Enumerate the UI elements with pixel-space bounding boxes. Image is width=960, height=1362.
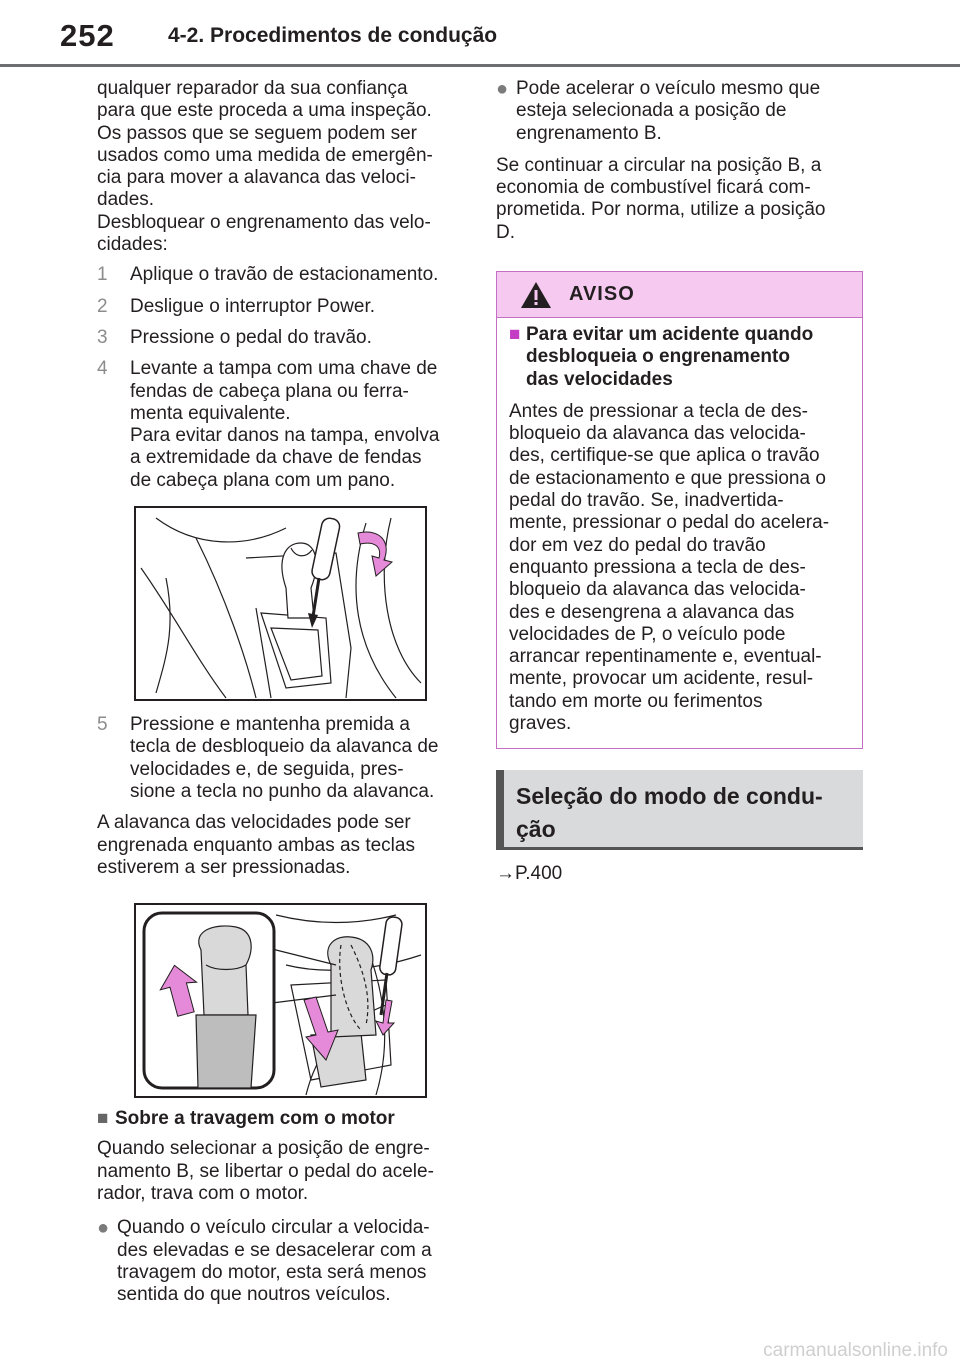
text-line: estiverem a ser pressionadas. xyxy=(97,856,351,878)
text-line: D. xyxy=(496,221,515,243)
text-line: mente, provocar um acidente, resul- xyxy=(509,668,814,690)
text-line: engrenada enquanto ambas as teclas xyxy=(97,834,415,856)
text-line: bloqueio da alavanca das velocida- xyxy=(509,423,806,445)
text-line: Desligue o interruptor Power. xyxy=(130,295,376,317)
text-line: sentida do que noutros veículos. xyxy=(117,1284,391,1306)
page-reference-link[interactable]: →P.400 xyxy=(496,863,563,884)
step-2 xyxy=(97,296,467,318)
heading-line: ção xyxy=(516,816,556,842)
text-line: A alavanca das velocidades pode ser xyxy=(97,812,411,834)
screwdriver-icon xyxy=(308,517,341,628)
b-position-paragraph xyxy=(496,155,866,244)
subheading-text: Sobre a travagem com o motor xyxy=(115,1108,395,1130)
text-line: arrancar repentinamente e, eventual- xyxy=(509,646,822,668)
warning-title: AVISO xyxy=(569,283,635,305)
text-line: das velocidades xyxy=(526,368,673,390)
page-header xyxy=(0,0,960,70)
driving-mode-heading xyxy=(496,770,863,850)
shift-lock-release-illustration xyxy=(136,905,425,1096)
screwdriver-icon xyxy=(379,916,403,1015)
text-line: velocidades e, de seguida, pres- xyxy=(130,758,404,780)
square-bullet-icon: ■ xyxy=(97,1108,109,1130)
text-line: Para evitar danos na tampa, envolva xyxy=(130,425,440,447)
text-line: Pode acelerar o veículo mesmo que xyxy=(516,78,821,99)
warning-header xyxy=(497,272,862,318)
text-line: tecla de desbloqueio da alavanca de xyxy=(130,736,439,758)
text-line: cia para mover a alavanca das veloci- xyxy=(97,167,416,189)
text-line: usados como uma medida de emergên- xyxy=(97,144,433,166)
text-line: de estacionamento e que pressiona o xyxy=(509,467,826,489)
header-divider xyxy=(0,64,960,67)
bullet-item xyxy=(496,78,866,145)
square-bullet-icon: ■ xyxy=(509,324,521,345)
warning-subheading xyxy=(509,324,852,391)
text-line: sione a tecla no punho da alavanca. xyxy=(130,780,435,802)
warning-body xyxy=(497,318,862,735)
intro-paragraph xyxy=(97,78,467,256)
text-line: velocidades de P, o veículo pode xyxy=(509,623,786,645)
text-line: des, certifique-se que aplica o travão xyxy=(509,445,820,467)
step-number: 5 xyxy=(97,714,108,736)
text-line: desbloqueia o engrenamento xyxy=(526,346,790,368)
step-number: 1 xyxy=(97,264,108,286)
text-line: rador, trava com o motor. xyxy=(97,1183,309,1205)
page-number: 252 xyxy=(60,18,115,53)
text-line: Antes de pressionar a tecla de des- xyxy=(509,400,808,422)
text-line: Os passos que se seguem podem ser xyxy=(97,122,418,144)
text-line: mente, pressionar o pedal do acelera- xyxy=(509,512,830,534)
circle-bullet-icon: ● xyxy=(97,1217,110,1240)
step-4 xyxy=(97,358,467,492)
text-line: prometida. Por norma, utilize a posição xyxy=(496,199,826,221)
text-line: Quando o veículo circular a velocida- xyxy=(117,1217,430,1239)
step-number: 3 xyxy=(97,326,108,348)
step-5 xyxy=(97,714,467,803)
text-line: Levante a tampa com uma chave de xyxy=(130,358,438,380)
text-line: economia de combustível ficará com- xyxy=(496,177,811,199)
text-line: bloqueio da alavanca das velocida- xyxy=(509,579,806,601)
text-line: engrenamento B. xyxy=(516,122,662,144)
step-1 xyxy=(97,264,467,286)
text-line: Quando selecionar a posição de engre- xyxy=(97,1138,430,1160)
text-line: qualquer reparador da sua confiança xyxy=(97,78,408,99)
left-column xyxy=(97,78,467,1317)
text-line: menta equivalente. xyxy=(130,402,291,424)
text-line: graves. xyxy=(509,713,572,735)
text-line: des e desengrena a alavanca das xyxy=(509,601,795,623)
figure-shift-lock-release xyxy=(134,903,427,1098)
arrow-small-icon xyxy=(376,1000,394,1035)
engine-braking-paragraph xyxy=(97,1138,467,1205)
text-line: fendas de cabeça plana ou ferra- xyxy=(130,380,409,402)
lever-engage-paragraph xyxy=(97,812,467,879)
section-title: 4-2. Procedimentos de condução xyxy=(168,24,498,47)
subheading-engine-braking xyxy=(97,1108,467,1130)
step-number: 4 xyxy=(97,358,108,380)
figure-shift-cover-removal xyxy=(134,506,427,701)
text-line: pedal do travão. Se, inadvertida- xyxy=(509,490,784,512)
text-line: Pressione e mantenha premida a xyxy=(130,714,410,736)
warning-text xyxy=(509,401,852,735)
text-line: Para evitar um acidente quando xyxy=(526,324,814,345)
heading-line: Seleção do modo de condu- xyxy=(516,783,823,809)
step-number: 2 xyxy=(97,295,108,317)
text-line: a extremidade da chave de fendas xyxy=(130,447,422,469)
text-line: enquanto pressiona a tecla de des- xyxy=(509,556,806,578)
text-line: travagem do motor, esta será menos xyxy=(117,1261,427,1283)
text-line: Desbloquear o engrenamento das velo- xyxy=(97,211,431,233)
text-line: namento B, se libertar o pedal do acele- xyxy=(97,1160,434,1182)
watermark: carmanualsonline.info xyxy=(763,1340,948,1361)
warning-triangle-icon xyxy=(519,280,553,310)
text-line: para que este proceda a uma inspeção. xyxy=(97,100,432,122)
text-line: tando em morte ou ferimentos xyxy=(509,690,763,712)
circle-bullet-icon: ● xyxy=(496,78,509,100)
text-line: cidades: xyxy=(97,234,168,256)
text-line: Pressione o pedal do travão. xyxy=(130,326,372,348)
text-line: Se continuar a circular na posição B, a xyxy=(496,154,822,176)
text-line: dades. xyxy=(97,189,155,211)
text-line: de cabeça plana com um pano. xyxy=(130,469,396,491)
step-3 xyxy=(97,327,467,349)
shift-lever-screwdriver-illustration xyxy=(136,508,425,699)
warning-box xyxy=(496,271,863,749)
text-line: dor em vez do pedal do travão xyxy=(509,534,766,556)
right-column xyxy=(496,78,866,252)
text-line: des elevadas e se desacelerar com a xyxy=(117,1239,432,1261)
bullet-item xyxy=(97,1217,467,1306)
text-line: esteja selecionada a posição de xyxy=(516,100,787,122)
text-line: Aplique o travão de estacionamento. xyxy=(130,264,439,286)
